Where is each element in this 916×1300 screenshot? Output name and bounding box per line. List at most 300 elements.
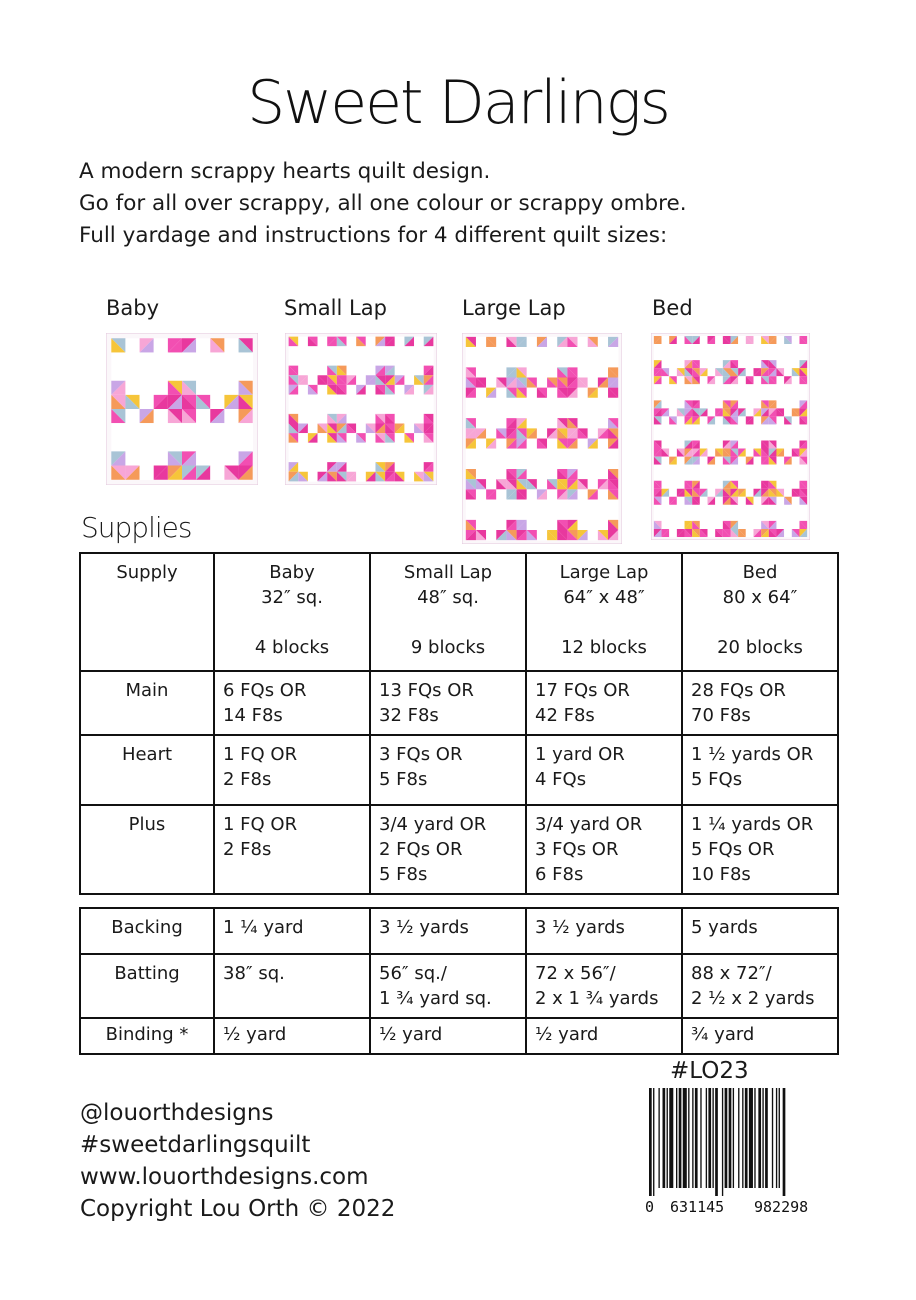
- heart-patch: [547, 347, 557, 357]
- heart-patch: [700, 473, 708, 481]
- heart-patch: [588, 418, 598, 428]
- heart-patch: [662, 400, 670, 408]
- heart-patch: [537, 469, 547, 479]
- heart-patch: [708, 505, 716, 513]
- heart-patch: [654, 392, 662, 400]
- heart-patch: [154, 423, 168, 437]
- heart-patch: [588, 347, 598, 357]
- heart-patch: [792, 481, 800, 489]
- table-cell: [682, 908, 838, 954]
- heart-patch: [308, 346, 318, 356]
- heart-patch: [140, 395, 154, 409]
- heart-patch: [578, 489, 588, 499]
- heart-patch: [776, 376, 784, 384]
- heart-patch: [547, 500, 557, 510]
- heart-patch: [168, 367, 182, 381]
- heart-patch: [547, 510, 557, 520]
- table-cell: [214, 908, 370, 954]
- heart-patch: [792, 424, 800, 432]
- heart-patch: [708, 432, 716, 440]
- heart-patch: [784, 392, 792, 400]
- heart-patch: [476, 500, 486, 510]
- heart-patch: [761, 513, 769, 521]
- table-header-row: [80, 553, 838, 671]
- heart-patch: [375, 443, 385, 453]
- heart-patch: [395, 346, 405, 356]
- heart-patch: [547, 337, 557, 347]
- heart-patch: [327, 346, 337, 356]
- heart-patch: [486, 357, 496, 367]
- heart-patch: [154, 409, 168, 423]
- heart-patch: [784, 513, 792, 521]
- heart-patch: [578, 500, 588, 510]
- heart-patch: [598, 520, 608, 530]
- barcode-bar: [683, 1088, 687, 1188]
- size-blocks: 9 blocks: [410, 637, 486, 658]
- heart-patch: [578, 388, 588, 398]
- heart-patch: [685, 473, 693, 481]
- heart-patch: [125, 451, 139, 465]
- heart-patch: [210, 451, 224, 465]
- cell-line: 28 FQs OR: [691, 680, 786, 701]
- heart-patch: [366, 443, 376, 453]
- heart-patch: [557, 459, 567, 469]
- heart-patch: [669, 360, 677, 368]
- footer-contact: [80, 1097, 395, 1225]
- heart-patch: [792, 465, 800, 473]
- heart-patch: [224, 451, 238, 465]
- heart-patch: [404, 423, 414, 433]
- heart-patch: [799, 424, 807, 432]
- heart-patch: [677, 336, 685, 344]
- row-label: Main: [80, 671, 214, 735]
- heart-patch: [746, 441, 754, 449]
- heart-patch: [792, 416, 800, 424]
- heart-patch: [654, 352, 662, 360]
- quilt-image-large-lap: [462, 333, 622, 544]
- row-label: Backing: [80, 908, 214, 954]
- heart-patch: [476, 459, 486, 469]
- table-cell: [370, 671, 526, 735]
- heart-patch: [347, 356, 357, 366]
- heart-patch: [792, 432, 800, 440]
- heart-patch: [496, 418, 506, 428]
- heart-patch: [414, 462, 424, 472]
- heart-patch: [578, 337, 588, 347]
- heart-patch: [318, 433, 328, 443]
- heart-patch: [476, 449, 486, 459]
- heart-patch: [738, 384, 746, 392]
- heart-patch: [685, 344, 693, 352]
- heart-patch: [792, 344, 800, 352]
- barcode-bar: [783, 1088, 786, 1196]
- heart-patch: [700, 513, 708, 521]
- heart-patch: [708, 473, 716, 481]
- heart-patch: [547, 449, 557, 459]
- supplies-table: [79, 552, 839, 895]
- heart-patch: [224, 423, 238, 437]
- heart-patch: [598, 367, 608, 377]
- cell-line: ½ yard: [223, 1024, 287, 1045]
- heart-patch: [476, 347, 486, 357]
- table-row: [80, 908, 838, 954]
- heart-patch: [125, 338, 139, 352]
- heart-patch: [356, 462, 366, 472]
- heart-patch: [224, 381, 238, 395]
- cell-line: 1 FQ OR: [223, 744, 298, 765]
- heart-patch: [588, 459, 598, 469]
- size-blocks: 12 blocks: [561, 637, 647, 658]
- heart-patch: [578, 398, 588, 408]
- heart-patch: [738, 416, 746, 424]
- heart-patch: [517, 510, 527, 520]
- heart-patch: [239, 367, 253, 381]
- barcode-bar: [688, 1088, 689, 1188]
- size-dims: 32″ sq.: [261, 587, 323, 608]
- heart-patch: [506, 408, 516, 418]
- heart-patch: [588, 530, 598, 540]
- heart-patch: [154, 367, 168, 381]
- heart-patch: [784, 473, 792, 481]
- heart-patch: [799, 473, 807, 481]
- size-dims: 48″ sq.: [417, 587, 479, 608]
- heart-patch: [404, 443, 414, 453]
- heart-patch: [654, 384, 662, 392]
- heart-patch: [424, 452, 434, 462]
- heart-patch: [298, 462, 308, 472]
- heart-patch: [308, 395, 318, 405]
- quilt-label-small-lap: Small Lap: [284, 296, 387, 320]
- size-dims: 64″ x 48″: [563, 587, 645, 608]
- size-name: Large Lap: [559, 562, 649, 583]
- heart-patch: [557, 408, 567, 418]
- heart-patch: [578, 347, 588, 357]
- heart-patch: [588, 377, 598, 387]
- heart-patch: [578, 408, 588, 418]
- heart-patch: [517, 347, 527, 357]
- heart-patch: [404, 404, 414, 414]
- heart-patch: [154, 352, 168, 366]
- heart-patch: [385, 452, 395, 462]
- heart-patch: [588, 520, 598, 530]
- heart-patch: [784, 360, 792, 368]
- heart-patch: [496, 367, 506, 377]
- heart-patch: [196, 423, 210, 437]
- heart-patch: [692, 432, 700, 440]
- heart-patch: [746, 392, 754, 400]
- heart-patch: [404, 395, 414, 405]
- heart-patch: [662, 392, 670, 400]
- heart-patch: [154, 437, 168, 451]
- table-cell: [682, 735, 838, 805]
- heart-patch: [669, 368, 677, 376]
- heart-patch: [111, 437, 125, 451]
- barcode-bar: [692, 1088, 693, 1188]
- heart-patch: [168, 437, 182, 451]
- heart-patch: [527, 439, 537, 449]
- heart-patch: [723, 424, 731, 432]
- heart-patch: [598, 439, 608, 449]
- barcode-bar: [653, 1088, 654, 1196]
- heart-patch: [654, 513, 662, 521]
- website-link[interactable]: www.louorthdesigns.com: [80, 1164, 369, 1190]
- heart-patch: [496, 489, 506, 499]
- heart-patch: [669, 529, 677, 537]
- heart-patch: [356, 366, 366, 376]
- product-code: #LO23: [670, 1058, 749, 1084]
- heart-patch: [527, 367, 537, 377]
- heart-patch: [476, 469, 486, 479]
- heart-patch: [182, 437, 196, 451]
- heart-patch: [715, 497, 723, 505]
- heart-patch: [685, 352, 693, 360]
- heart-patch: [385, 443, 395, 453]
- quilt-label-large-lap: Large Lap: [462, 296, 566, 320]
- heart-patch: [608, 408, 618, 418]
- heart-patch: [366, 385, 376, 395]
- table-cell: [526, 954, 682, 1018]
- size-name: Baby: [269, 562, 315, 583]
- heart-patch: [608, 398, 618, 408]
- heart-patch: [753, 457, 761, 465]
- heart-patch: [496, 398, 506, 408]
- heart-patch: [496, 388, 506, 398]
- heart-patch: [677, 481, 685, 489]
- heart-patch: [776, 481, 784, 489]
- heart-patch: [308, 423, 318, 433]
- heart-patch: [700, 521, 708, 529]
- heart-patch: [708, 368, 716, 376]
- heart-patch: [318, 414, 328, 424]
- heart-patch: [746, 489, 754, 497]
- heart-patch: [289, 452, 299, 462]
- heart-patch: [662, 424, 670, 432]
- size-blocks: 4 blocks: [254, 637, 330, 658]
- heart-patch: [298, 366, 308, 376]
- heart-patch: [598, 398, 608, 408]
- heart-patch: [414, 346, 424, 356]
- heart-patch: [404, 452, 414, 462]
- heart-patch: [486, 418, 496, 428]
- heart-patch: [527, 449, 537, 459]
- header-size-baby: [214, 553, 370, 671]
- heart-patch: [708, 441, 716, 449]
- heart-patch: [578, 510, 588, 520]
- heart-patch: [395, 356, 405, 366]
- heart-patch: [708, 529, 716, 537]
- heart-patch: [196, 352, 210, 366]
- heart-patch: [776, 400, 784, 408]
- heart-patch: [731, 465, 739, 473]
- hashtag[interactable]: #sweetdarlingsquilt: [80, 1132, 311, 1158]
- heart-patch: [700, 424, 708, 432]
- heart-patch: [298, 356, 308, 366]
- heart-patch: [708, 513, 716, 521]
- heart-patch: [669, 489, 677, 497]
- heart-patch: [395, 366, 405, 376]
- heart-patch: [669, 384, 677, 392]
- heart-patch: [799, 352, 807, 360]
- table-cell: [370, 954, 526, 1018]
- heart-patch: [111, 352, 125, 366]
- heart-patch: [496, 408, 506, 418]
- heart-patch: [318, 337, 328, 347]
- heart-patch: [654, 344, 662, 352]
- heart-patch: [677, 457, 685, 465]
- heart-patch: [308, 414, 318, 424]
- table-cell: [370, 735, 526, 805]
- heart-patch: [496, 449, 506, 459]
- size-name: Bed: [742, 562, 778, 583]
- heart-patch: [414, 395, 424, 405]
- heart-patch: [308, 356, 318, 366]
- heart-patch: [784, 489, 792, 497]
- heart-patch: [677, 473, 685, 481]
- heart-patch: [578, 367, 588, 377]
- heart-patch: [318, 385, 328, 395]
- heart-patch: [567, 408, 577, 418]
- heart-patch: [776, 336, 784, 344]
- heart-patch: [662, 376, 670, 384]
- heart-patch: [746, 360, 754, 368]
- heart-patch: [557, 347, 567, 357]
- heart-patch: [662, 336, 670, 344]
- heart-patch: [662, 521, 670, 529]
- barcode-bar: [649, 1088, 652, 1196]
- heart-patch: [578, 459, 588, 469]
- heart-patch: [731, 424, 739, 432]
- heart-patch: [537, 377, 547, 387]
- heart-patch: [298, 346, 308, 356]
- heart-patch: [738, 400, 746, 408]
- heart-patch: [375, 452, 385, 462]
- heart-patch: [506, 500, 516, 510]
- table-cell: [214, 1018, 370, 1054]
- heart-patch: [196, 367, 210, 381]
- heart-patch: [792, 392, 800, 400]
- heart-patch: [799, 505, 807, 513]
- heart-patch: [685, 513, 693, 521]
- heart-patch: [547, 469, 557, 479]
- quilt-label-baby: Baby: [106, 296, 160, 320]
- heart-patch: [404, 462, 414, 472]
- heart-patch: [111, 367, 125, 381]
- heart-patch: [792, 441, 800, 449]
- heart-patch: [598, 357, 608, 367]
- heart-patch: [677, 352, 685, 360]
- heart-patch: [669, 408, 677, 416]
- heart-patch: [792, 457, 800, 465]
- barcode-bar: [758, 1088, 761, 1188]
- cell-line: 38″ sq.: [223, 963, 285, 984]
- heart-patch: [239, 423, 253, 437]
- heart-patch: [318, 366, 328, 376]
- heart-patch: [527, 510, 537, 520]
- heart-patch: [715, 513, 723, 521]
- heart-patch: [738, 424, 746, 432]
- heart-patch: [784, 432, 792, 440]
- heart-patch: [486, 500, 496, 510]
- heart-patch: [692, 384, 700, 392]
- heart-patch: [557, 398, 567, 408]
- heart-patch: [784, 505, 792, 513]
- heart-patch: [486, 520, 496, 530]
- heart-patch: [125, 352, 139, 366]
- heart-patch: [761, 424, 769, 432]
- heart-patch: [746, 529, 754, 537]
- heart-patch: [557, 510, 567, 520]
- heart-patch: [567, 500, 577, 510]
- heart-patch: [466, 347, 476, 357]
- heart-patch: [517, 459, 527, 469]
- heart-patch: [395, 404, 405, 414]
- cell-line: 1 ½ yards OR: [691, 744, 814, 765]
- heart-patch: [769, 352, 777, 360]
- heart-patch: [356, 346, 366, 356]
- heart-patch: [731, 344, 739, 352]
- header-size-small-lap: [370, 553, 526, 671]
- barcode-bar: [725, 1088, 728, 1188]
- heart-patch: [708, 449, 716, 457]
- heart-patch: [677, 376, 685, 384]
- heart-patch: [476, 520, 486, 530]
- heart-patch: [776, 441, 784, 449]
- heart-patch: [182, 352, 196, 366]
- heart-patch: [486, 347, 496, 357]
- heart-patch: [578, 357, 588, 367]
- heart-patch: [784, 344, 792, 352]
- heart-patch: [327, 395, 337, 405]
- heart-patch: [476, 398, 486, 408]
- heart-patch: [347, 395, 357, 405]
- heart-patch: [308, 452, 318, 462]
- cell-line: 32 F8s: [379, 705, 439, 726]
- barcode-digits-left: 631145: [670, 1198, 725, 1216]
- barcode-bar: [715, 1088, 718, 1196]
- cell-line: 5 FQs: [691, 769, 743, 790]
- heart-patch: [308, 472, 318, 482]
- heart-patch: [746, 344, 754, 352]
- heart-patch: [547, 520, 557, 530]
- barcode-bar: [729, 1088, 732, 1188]
- heart-patch: [414, 385, 424, 395]
- heart-patch: [537, 530, 547, 540]
- heart-patch: [366, 395, 376, 405]
- heart-patch: [662, 416, 670, 424]
- heart-patch: [738, 497, 746, 505]
- intro-line-3: Full yardage and instructions for 4 different quilt sizes:: [79, 223, 668, 248]
- heart-patch: [547, 408, 557, 418]
- heart-patch: [708, 408, 716, 416]
- heart-patch: [753, 473, 761, 481]
- table-row: [80, 671, 838, 735]
- instagram-handle[interactable]: @louorthdesigns: [80, 1100, 274, 1126]
- heart-patch: [784, 400, 792, 408]
- heart-patch: [210, 395, 224, 409]
- heart-patch: [111, 423, 125, 437]
- heart-patch: [347, 404, 357, 414]
- heart-patch: [715, 360, 723, 368]
- heart-patch: [731, 505, 739, 513]
- heart-patch: [792, 352, 800, 360]
- heart-patch: [588, 479, 598, 489]
- heart-patch: [700, 344, 708, 352]
- heart-patch: [424, 404, 434, 414]
- heart-patch: [356, 423, 366, 433]
- heart-patch: [723, 473, 731, 481]
- cell-line: 3 FQs OR: [379, 744, 463, 765]
- heart-patch: [375, 356, 385, 366]
